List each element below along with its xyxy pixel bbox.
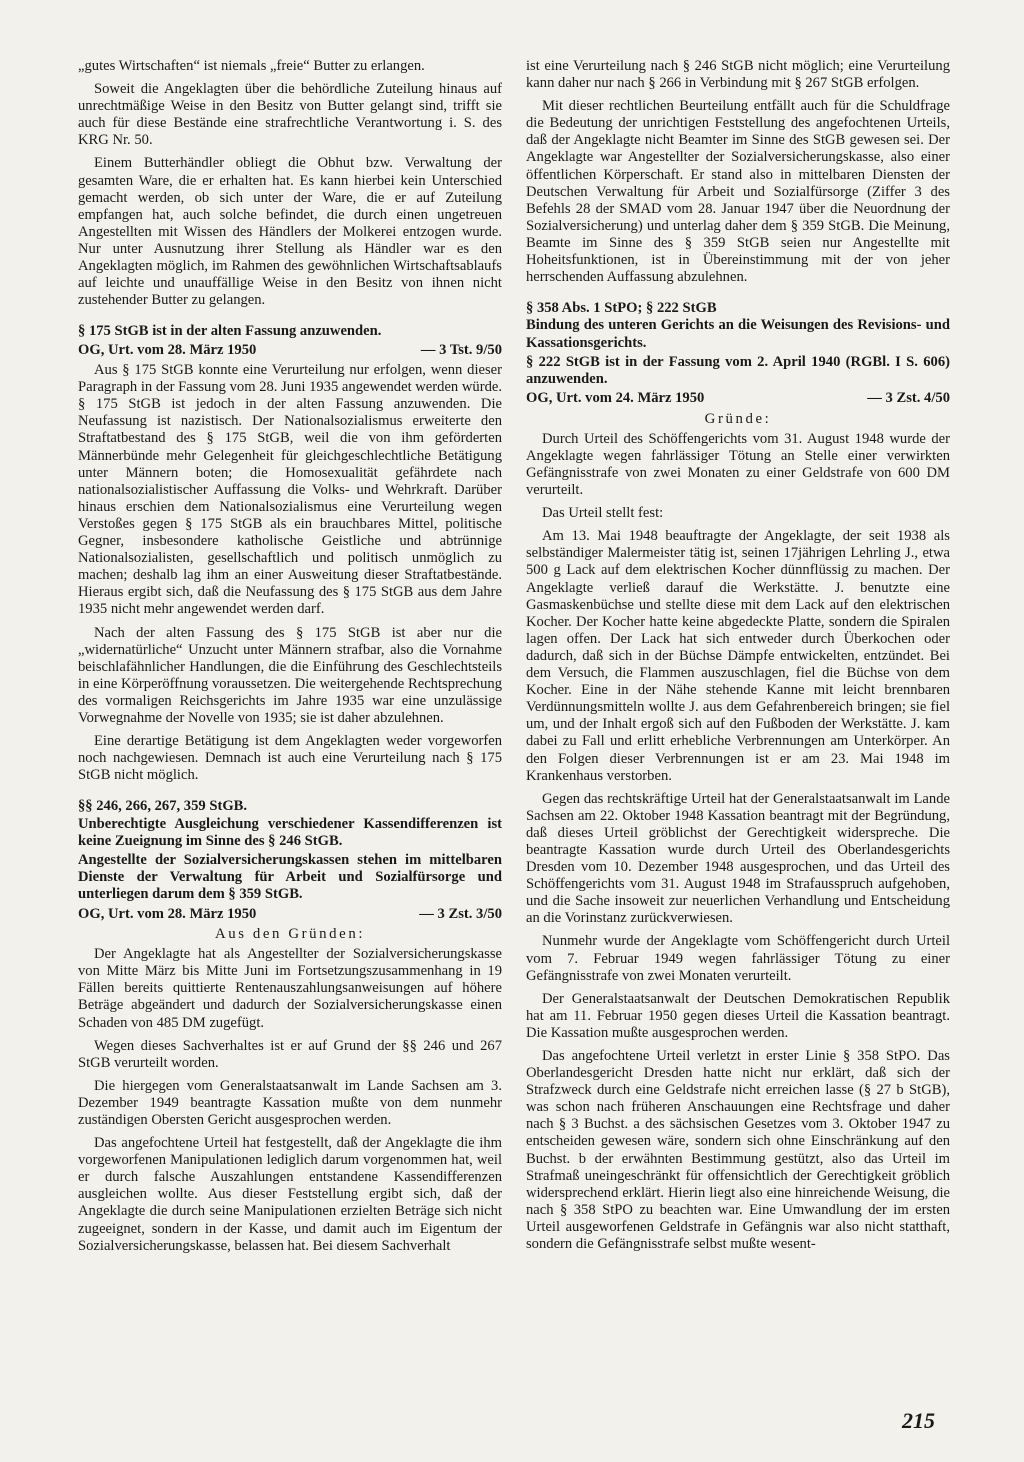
paragraph: Aus § 175 StGB konnte eine Verurteilung nur erfolgen, wenn dieser Paragraph in der Fassung vom 28. Juni 1935 angewendet werden würde. § 175 StGB ist jedoch in der alten Fassung anzuwenden. Die Neufassung ist nazistisch. Der Nationalsozialismus erweiterte den Straftatbestand des § 175 StGB, weil die von ihm geförderten Männerbünde mehr Gelegenheit für gleichgeschlechtliche Betätigung unter Männern boten; die Homosexualität gefährdete nach nationalsozialistischer Auffassung die Volks- und Wehrkraft. Darüber hinaus erschien dem Nationalsozialismus eine Verurteilung wegen Verstoßes gegen § 175 StGB als ein brauchbares Mittel, politische Gegner, insbesondere katholische Geistliche und abtrünnige Nationalsozialisten, gesellschaftlich und politisch unmöglich zu machen; deshalb lag ihm an einer Ausweitung dieser Straftatbestände. Hieraus ergibt sich, daß die Neufassung des § 175 StGB aus dem Jahre 1935 nicht mehr angewendet werden darf. [78,362,502,618]
paragraph: Gegen das rechtskräftige Urteil hat der Generalstaatsanwalt im Lande Sachsen am 22. Oktober 1948 Kassation beantragt mit der Begründung, daß dieses Urteil gröblichst der Gerechtigkeit widerspreche. Die beantragte Kassation wurde durch Urteil des Oberlandesgerichts Dresden vom 10. Dezember 1948 ausgesprochen, und das Urteil des Schöffengerichts vom 31. August 1948 im Strafausspruch aufgehoben, und die Sache insoweit zur neuerlichen Verhandlung und Entscheidung an die Vorinstanz zurückverwiesen. [526,790,950,927]
court-reference-number: — 3 Zst. 4/50 [867,390,950,407]
court-reference-court: OG, Urt. vom 28. März 1950 [78,341,257,358]
page-number: 215 [902,1408,935,1433]
section-heading-246: §§ 246, 266, 267, 359 StGB. [78,798,248,815]
court-reference-number: — 3 Zst. 3/50 [419,905,502,922]
court-reference-number: — 3 Tst. 9/50 [420,341,502,358]
section-heading-358: § 358 Abs. 1 StPO; § 222 StGB [526,300,717,317]
paragraph: Durch Urteil des Schöffengerichts vom 31. August 1948 wurde der Angeklagte wegen fahrlässiger Tötung an Stelle einer verwirkten Gefängnisstrafe von zwei Monaten zu einer Geldstrafe von 600 DM verurteilt. [526,430,950,499]
headnote: Angestellte der Sozialversicherungskassen stehen im mittelbaren Dienste der Verwaltung für Arbeit und Sozialfürsorge und unterliegen darum dem § 359 StGB. [78,851,502,903]
paragraph: Soweit die Angeklagten über die behördliche Zuteilung hinaus auf unrechtmäßige Weise in den Besitz von Butter gelangt sind, trifft sie auch für diese Bestände eine strafrechtliche Verantwortung i. S. des KRG Nr. 50. [78,81,502,149]
paragraph: Am 13. Mai 1948 beauftragte der Angeklagte, der seit 1938 als selbständiger Malermeister tätig ist, seinen 17jährigen Lehrling J., etwa 500 g Lack auf dem elektrischen Kocher dünnflüssig zu machen. Der Angeklagte verließ darauf die Werkstätte. J. benutzte eine Gasmaskenbüchse und stellte diese mit dem Lack auf den elektrischen Kocher. Der Kocher hatte keine abgedeckte Platte, sondern die Spiralen lagen offen. Der Lack hat sich entweder durch Überkochen oder dadurch, daß sich in der Büchse Dämpfe entwickelten, entzündet. Bei dem Versuch, die Flammen auszuschlagen, fiel die Büchse von dem Kocher. Eine in der Nähe stehende Kanne mit leicht brennbaren Verdünnungsmitteln wollte J. aus dem Gefahrenbereich bringen; sie fiel um, und der Inhalt ergoß sich auf den Fußboden der Werkstätte. J. kam dabei zu Fall und erlitt erhebliche Verbrennungen am Unterkörper. An den Folgen dieser Verbrennungen ist er am 23. Mai 1948 im Krankenhaus verstorben. [526,528,950,784]
paragraph: Das angefochtene Urteil hat festgestellt, daß der Angeklagte die ihm vorgeworfenen Manipulationen lediglich darum vorgenommen hat, weil er durch falsche Auszahlungen entstandene Kassendifferenzen ausgleichen wollte. Aus dieser Feststellung ergibt sich, daß der Angeklagte die durch seine Manipulationen erzielten Beträge sich nicht zugeeignet, sondern in der Kasse, und damit auch im Eigentum der Sozialversicherungskasse, belassen hat. Bei diesem Sachverhalt [78,1135,502,1254]
paragraph: Eine derartige Betätigung ist dem Angeklagten weder vorgeworfen noch nachgewiesen. Demnach ist auch eine Verurteilung nach § 175 StGB nicht möglich. [78,733,502,784]
paragraph: „gutes Wirtschaften“ ist niemals „freie“ Butter zu erlangen. [78,58,425,74]
court-reference [78,906,502,924]
headnote: Bindung des unteren Gerichts an die Weisungen des Revisions- und Kassationsgerichts. [526,317,950,351]
paragraph: ist eine Verurteilung nach § 246 StGB nicht möglich; eine Verurteilung kann daher nur nach § 266 in Verbindung mit § 267 StGB erfolgen. [526,58,950,92]
paragraph: Nunmehr wurde der Angeklagte vom Schöffengericht durch Urteil vom 7. Februar 1949 wegen fahrlässiger Tötung zu einer Gefängnisstrafe von zwei Monaten verurteilt. [526,933,950,984]
section-heading-175: § 175 StGB ist in der alten Fassung anzuwenden. [78,323,382,340]
headnote: § 222 StGB ist in der Fassung vom 2. April 1940 (RGBl. I S. 606) anzuwenden. [526,353,950,388]
paragraph: Einem Butterhändler obliegt die Obhut bzw. Verwaltung der gesamten Ware, die er erhalten hat. Es kann hierbei kein Unterschied gemacht werden, ob sich unter der Ware, die er auf Zuteilung empfangen hat, auch solche befindet, die durch einen ungetreuen Angestellten mit Wissen des Händlers der Molkerei entzogen wurde. Nur unter Ausnutzung ihrer Stellung als Händler war es den Angeklagten möglich, im Rahmen des gewöhnlichen Wirtschaftsablaufs auf leichte und unauffällige Weise in den Besitz von ihnen nicht zustehender Butter zu gelangen. [78,155,502,309]
left-column [78,58,502,1261]
paragraph: Der Generalstaatsanwalt der Deutschen Demokratischen Republik hat am 11. Februar 1950 gegen dieses Urteil die Kassation beantragt. Die Kassation mußte ausgesprochen werden. [526,990,950,1041]
reasons-heading: Aus den Gründen: [214,926,366,943]
paragraph: Das angefochtene Urteil verletzt in erster Linie § 358 StPO. Das Oberlandesgericht Dresden hatte nicht nur erklärt, daß sich der Strafzweck durch eine Geldstrafe nicht erreichen lasse (§ 27 b StGB), was schon nach früheren Anschauungen eine Rechtsfrage und daher nach § 3 Buchst. a des sächsischen Gesetzes vom 3. Oktober 1947 zu entscheiden gewesen wäre, sondern sich ohne Einschränkung auf den Buchst. b der erwähnten Bestimmung gestützt, also das Urteil im Strafmaß uneingeschränkt für offensichtlich der Gerechtigkeit gröblich widersprechend erklärt. Hierin liegt also eine hinreichende Weisung, die nach § 358 StPO zu beachten war. Eine Umwandlung der im ersten Urteil ausgeworfenen Geldstrafe in Gefängnis war also nicht statthaft, sondern die Gefängnisstrafe selbst mußte wesent- [526,1048,950,1253]
paragraph: Wegen dieses Sachverhaltes ist er auf Grund der §§ 246 und 267 StGB verurteilt worden. [78,1037,502,1071]
court-reference-court: OG, Urt. vom 24. März 1950 [526,390,705,407]
paragraph: Der Angeklagte hat als Angestellter der Sozialversicherungskasse von Mitte März bis Mitte Juni im Fortsetzungszusammenhang in 19 Fällen bereits quittierte Rentenauszahlungsanweisungen auf höhere Beträge abgeändert und dadurch der Sozialversicherungskasse einen Schaden von 485 DM zugefügt. [78,946,502,1031]
court-reference [78,342,502,360]
text-columns [78,58,978,1261]
paragraph: Mit dieser rechtlichen Beurteilung entfällt auch für die Schuldfrage die Bedeutung der unrichtigen Feststellung des angefochtenen Urteils, daß der Angeklagte nicht Beamter im Sinne des StGB gewesen sei. Der Angeklagte war Angestellter der Sozialversicherungskasse, also einer öffentlichen Körperschaft. Er stand also in mittelbaren Diensten der Deutschen Verwaltung für Arbeit und Sozialfürsorge (Ziffer 3 des Befehls 28 der SMAD vom 28. Januar 1947 über die Neuordnung der Sozialversicherung) und unterlag daher dem § 359 StGB. Die Meinung, Beamte im Sinne des § 359 StGB seien nur Angestellte mit Hoheitsfunktionen, ist in Übereinstimmung mit der von jeher herrschenden Auffassung abzulehnen. [526,98,950,286]
reasons-heading: Gründe: [704,410,772,427]
headnote: Unberechtigte Ausgleichung verschiedener Kassendifferenzen ist keine Zueignung im Sinne des § 246 StGB. [78,815,502,849]
right-column [526,58,950,1261]
court-reference [526,390,950,408]
court-reference-court: OG, Urt. vom 28. März 1950 [78,905,257,922]
paragraph: Das Urteil stellt fest: [542,505,664,522]
paragraph: Die hiergegen vom Generalstaatsanwalt im Lande Sachsen am 3. Dezember 1949 beantragte Kassation mußte von dem nunmehr zuständigen Obersten Gericht ausgesprochen werden. [78,1077,502,1129]
paragraph: Nach der alten Fassung des § 175 StGB ist aber nur die „widernatürliche“ Unzucht unter Männern strafbar, also die Vornahme beischlafähnlicher Handlungen, die die Einführung des Geschlechtsteils in eine Körperöffnung voraussetzen. Die weitergehende Rechtsprechung des vormaligen Reichsgerichts im Jahre 1935 war eine unzulässige Vorwegnahme der Novelle von 1935; sie ist daher abzulehnen. [78,624,502,726]
